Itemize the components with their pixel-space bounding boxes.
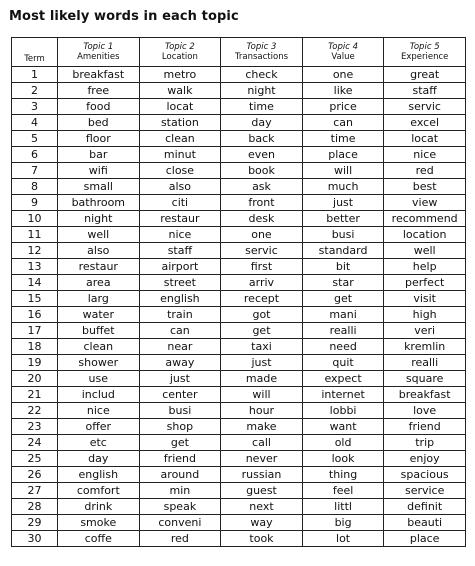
topic-1-word-cell: comfort bbox=[58, 483, 140, 499]
topic-1-word-cell: shower bbox=[58, 355, 140, 371]
term-number-cell: 6 bbox=[12, 147, 58, 163]
topic-5-word-cell: help bbox=[384, 259, 466, 275]
table-row bbox=[12, 387, 466, 403]
topic-2-word-cell: staff bbox=[139, 243, 221, 259]
term-number-cell: 23 bbox=[12, 419, 58, 435]
term-number-cell: 16 bbox=[12, 307, 58, 323]
topic-5-word-cell: locat bbox=[384, 131, 466, 147]
topic-5-word-cell: spacious bbox=[384, 467, 466, 483]
topic-3-word-cell: time bbox=[221, 99, 303, 115]
column-header-topic-4 bbox=[302, 38, 384, 67]
topic-2-word-cell: red bbox=[139, 531, 221, 547]
topic-3-word-cell: back bbox=[221, 131, 303, 147]
topic-4-word-cell: just bbox=[302, 195, 384, 211]
topic-4-word-cell: need bbox=[302, 339, 384, 355]
topic-4-word-cell: internet bbox=[302, 387, 384, 403]
topic-3-word-cell: one bbox=[221, 227, 303, 243]
term-number-cell: 25 bbox=[12, 451, 58, 467]
table-row bbox=[12, 67, 466, 83]
topic-2-word-cell: get bbox=[139, 435, 221, 451]
table-header-row bbox=[12, 38, 466, 67]
topic-1-word-cell: bar bbox=[58, 147, 140, 163]
topic-1-word-cell: coffe bbox=[58, 531, 140, 547]
column-header-topic-2 bbox=[139, 38, 221, 67]
topic-3-word-cell: got bbox=[221, 307, 303, 323]
topic-4-word-cell: look bbox=[302, 451, 384, 467]
table-body bbox=[12, 67, 466, 547]
topic-2-word-cell: busi bbox=[139, 403, 221, 419]
topic-4-word-cell: one bbox=[302, 67, 384, 83]
table-row bbox=[12, 83, 466, 99]
table-row bbox=[12, 371, 466, 387]
table-row bbox=[12, 243, 466, 259]
topic-5-word-cell: staff bbox=[384, 83, 466, 99]
topic-2-word-cell: can bbox=[139, 323, 221, 339]
topic-5-word-cell: square bbox=[384, 371, 466, 387]
topic-1-word-cell: day bbox=[58, 451, 140, 467]
topic-3-word-cell: hour bbox=[221, 403, 303, 419]
page-title: Most likely words in each topic bbox=[9, 9, 239, 24]
topic-4-word-cell: mani bbox=[302, 307, 384, 323]
topic-5-word-cell: great bbox=[384, 67, 466, 83]
table-row bbox=[12, 99, 466, 115]
table-row bbox=[12, 275, 466, 291]
topic-1-word-cell: clean bbox=[58, 339, 140, 355]
table-row bbox=[12, 259, 466, 275]
topic-3-word-cell: servic bbox=[221, 243, 303, 259]
topic-5-word-cell: red bbox=[384, 163, 466, 179]
topic-number: Topic 4 bbox=[328, 42, 359, 52]
term-number-cell: 28 bbox=[12, 499, 58, 515]
table-row bbox=[12, 147, 466, 163]
topic-3-word-cell: desk bbox=[221, 211, 303, 227]
topic-3-word-cell: night bbox=[221, 83, 303, 99]
table-row bbox=[12, 195, 466, 211]
table-row bbox=[12, 435, 466, 451]
topic-5-word-cell: realli bbox=[384, 355, 466, 371]
topic-5-word-cell: high bbox=[384, 307, 466, 323]
topic-5-word-cell: visit bbox=[384, 291, 466, 307]
term-number-cell: 2 bbox=[12, 83, 58, 99]
topic-2-word-cell: nice bbox=[139, 227, 221, 243]
topic-4-word-cell: time bbox=[302, 131, 384, 147]
table-row bbox=[12, 419, 466, 435]
topic-3-word-cell: never bbox=[221, 451, 303, 467]
topic-2-word-cell: close bbox=[139, 163, 221, 179]
topic-4-word-cell: lot bbox=[302, 531, 384, 547]
table-row bbox=[12, 323, 466, 339]
topic-2-word-cell: shop bbox=[139, 419, 221, 435]
table-row bbox=[12, 451, 466, 467]
topic-1-word-cell: night bbox=[58, 211, 140, 227]
topic-5-word-cell: service bbox=[384, 483, 466, 499]
topic-2-word-cell: citi bbox=[139, 195, 221, 211]
topic-3-word-cell: arriv bbox=[221, 275, 303, 291]
term-number-cell: 8 bbox=[12, 179, 58, 195]
topic-2-word-cell: airport bbox=[139, 259, 221, 275]
term-number-cell: 20 bbox=[12, 371, 58, 387]
topic-5-word-cell: view bbox=[384, 195, 466, 211]
topic-3-word-cell: guest bbox=[221, 483, 303, 499]
topic-4-word-cell: littl bbox=[302, 499, 384, 515]
term-number-cell: 18 bbox=[12, 339, 58, 355]
column-header-topic-3 bbox=[221, 38, 303, 67]
column-header-topic-1 bbox=[58, 38, 140, 67]
topic-4-word-cell: standard bbox=[302, 243, 384, 259]
term-number-cell: 11 bbox=[12, 227, 58, 243]
table-row bbox=[12, 131, 466, 147]
topic-1-word-cell: small bbox=[58, 179, 140, 195]
topic-5-word-cell: breakfast bbox=[384, 387, 466, 403]
topic-4-word-cell: better bbox=[302, 211, 384, 227]
topic-4-word-cell: thing bbox=[302, 467, 384, 483]
topic-1-word-cell: drink bbox=[58, 499, 140, 515]
topic-4-word-cell: bit bbox=[302, 259, 384, 275]
topic-4-word-cell: place bbox=[302, 147, 384, 163]
topic-3-word-cell: will bbox=[221, 387, 303, 403]
topic-2-word-cell: speak bbox=[139, 499, 221, 515]
topic-1-word-cell: floor bbox=[58, 131, 140, 147]
table-row bbox=[12, 115, 466, 131]
topic-name: Value bbox=[331, 52, 355, 62]
term-number-cell: 17 bbox=[12, 323, 58, 339]
topic-2-word-cell: locat bbox=[139, 99, 221, 115]
topic-3-word-cell: get bbox=[221, 323, 303, 339]
topic-3-word-cell: made bbox=[221, 371, 303, 387]
table-row bbox=[12, 355, 466, 371]
topic-4-word-cell: busi bbox=[302, 227, 384, 243]
topic-4-word-cell: can bbox=[302, 115, 384, 131]
topic-4-word-cell: will bbox=[302, 163, 384, 179]
topic-2-word-cell: restaur bbox=[139, 211, 221, 227]
topic-4-word-cell: feel bbox=[302, 483, 384, 499]
term-number-cell: 4 bbox=[12, 115, 58, 131]
topic-2-word-cell: center bbox=[139, 387, 221, 403]
topic-1-word-cell: well bbox=[58, 227, 140, 243]
term-number-cell: 15 bbox=[12, 291, 58, 307]
topic-1-word-cell: free bbox=[58, 83, 140, 99]
topic-4-word-cell: star bbox=[302, 275, 384, 291]
topic-5-word-cell: trip bbox=[384, 435, 466, 451]
topic-2-word-cell: near bbox=[139, 339, 221, 355]
topic-2-word-cell: conveni bbox=[139, 515, 221, 531]
term-number-cell: 1 bbox=[12, 67, 58, 83]
topic-1-word-cell: area bbox=[58, 275, 140, 291]
table-row bbox=[12, 163, 466, 179]
topic-number: Topic 5 bbox=[409, 42, 440, 52]
table-row bbox=[12, 339, 466, 355]
term-number-cell: 13 bbox=[12, 259, 58, 275]
topic-name: Location bbox=[161, 52, 198, 62]
topic-2-word-cell: away bbox=[139, 355, 221, 371]
term-number-cell: 12 bbox=[12, 243, 58, 259]
topic-4-word-cell: like bbox=[302, 83, 384, 99]
term-number-cell: 5 bbox=[12, 131, 58, 147]
topic-5-word-cell: servic bbox=[384, 99, 466, 115]
topic-1-word-cell: includ bbox=[58, 387, 140, 403]
topic-4-word-cell: old bbox=[302, 435, 384, 451]
topic-5-word-cell: friend bbox=[384, 419, 466, 435]
topic-2-word-cell: around bbox=[139, 467, 221, 483]
topic-5-word-cell: well bbox=[384, 243, 466, 259]
table-row bbox=[12, 467, 466, 483]
topic-2-word-cell: friend bbox=[139, 451, 221, 467]
topic-4-word-cell: big bbox=[302, 515, 384, 531]
topic-3-word-cell: call bbox=[221, 435, 303, 451]
term-number-cell: 19 bbox=[12, 355, 58, 371]
topic-2-word-cell: walk bbox=[139, 83, 221, 99]
topic-1-word-cell: buffet bbox=[58, 323, 140, 339]
topic-name: Transactions bbox=[234, 52, 289, 62]
topic-5-word-cell: veri bbox=[384, 323, 466, 339]
topic-2-word-cell: minut bbox=[139, 147, 221, 163]
topic-3-word-cell: front bbox=[221, 195, 303, 211]
table-row bbox=[12, 291, 466, 307]
table-row bbox=[12, 515, 466, 531]
term-number-cell: 7 bbox=[12, 163, 58, 179]
table-row bbox=[12, 307, 466, 323]
topic-words-table bbox=[11, 37, 466, 547]
topic-5-word-cell: best bbox=[384, 179, 466, 195]
topic-5-word-cell: definit bbox=[384, 499, 466, 515]
topic-2-word-cell: english bbox=[139, 291, 221, 307]
topic-1-word-cell: etc bbox=[58, 435, 140, 451]
topic-1-word-cell: bathroom bbox=[58, 195, 140, 211]
topic-1-word-cell: use bbox=[58, 371, 140, 387]
table-row bbox=[12, 211, 466, 227]
topic-name: Amenities bbox=[77, 52, 120, 62]
topic-1-word-cell: offer bbox=[58, 419, 140, 435]
topic-number: Topic 3 bbox=[246, 42, 277, 52]
topic-4-word-cell: quit bbox=[302, 355, 384, 371]
topic-5-word-cell: kremlin bbox=[384, 339, 466, 355]
topic-5-word-cell: nice bbox=[384, 147, 466, 163]
topic-3-word-cell: just bbox=[221, 355, 303, 371]
topic-number: Topic 1 bbox=[83, 42, 114, 52]
term-number-cell: 21 bbox=[12, 387, 58, 403]
topic-1-word-cell: water bbox=[58, 307, 140, 323]
topic-3-word-cell: first bbox=[221, 259, 303, 275]
topic-3-word-cell: even bbox=[221, 147, 303, 163]
topic-1-word-cell: bed bbox=[58, 115, 140, 131]
topic-2-word-cell: min bbox=[139, 483, 221, 499]
topic-2-word-cell: street bbox=[139, 275, 221, 291]
table-row bbox=[12, 179, 466, 195]
topic-4-word-cell: price bbox=[302, 99, 384, 115]
term-number-cell: 22 bbox=[12, 403, 58, 419]
term-number-cell: 29 bbox=[12, 515, 58, 531]
table-row bbox=[12, 531, 466, 547]
topic-5-word-cell: love bbox=[384, 403, 466, 419]
column-header-term bbox=[12, 38, 58, 67]
term-number-cell: 24 bbox=[12, 435, 58, 451]
topic-1-word-cell: english bbox=[58, 467, 140, 483]
term-header-label: Term bbox=[24, 54, 45, 64]
topic-3-word-cell: ask bbox=[221, 179, 303, 195]
column-header-topic-5 bbox=[384, 38, 466, 67]
topic-5-word-cell: recommend bbox=[384, 211, 466, 227]
topic-4-word-cell: expect bbox=[302, 371, 384, 387]
topic-1-word-cell: food bbox=[58, 99, 140, 115]
topic-1-word-cell: nice bbox=[58, 403, 140, 419]
term-number-cell: 10 bbox=[12, 211, 58, 227]
topic-3-word-cell: day bbox=[221, 115, 303, 131]
topic-2-word-cell: just bbox=[139, 371, 221, 387]
topic-4-word-cell: lobbi bbox=[302, 403, 384, 419]
topic-name: Experience bbox=[400, 52, 449, 62]
topic-5-word-cell: enjoy bbox=[384, 451, 466, 467]
topic-3-word-cell: taxi bbox=[221, 339, 303, 355]
topic-3-word-cell: next bbox=[221, 499, 303, 515]
topic-4-word-cell: want bbox=[302, 419, 384, 435]
topic-4-word-cell: realli bbox=[302, 323, 384, 339]
term-number-cell: 27 bbox=[12, 483, 58, 499]
topic-2-word-cell: station bbox=[139, 115, 221, 131]
topic-3-word-cell: russian bbox=[221, 467, 303, 483]
topic-5-word-cell: place bbox=[384, 531, 466, 547]
topic-3-word-cell: recept bbox=[221, 291, 303, 307]
term-number-cell: 9 bbox=[12, 195, 58, 211]
topic-3-word-cell: check bbox=[221, 67, 303, 83]
topic-1-word-cell: breakfast bbox=[58, 67, 140, 83]
term-number-cell: 26 bbox=[12, 467, 58, 483]
topic-5-word-cell: location bbox=[384, 227, 466, 243]
topic-2-word-cell: metro bbox=[139, 67, 221, 83]
topic-1-word-cell: wifi bbox=[58, 163, 140, 179]
topic-3-word-cell: make bbox=[221, 419, 303, 435]
topic-5-word-cell: perfect bbox=[384, 275, 466, 291]
term-number-cell: 3 bbox=[12, 99, 58, 115]
topic-3-word-cell: book bbox=[221, 163, 303, 179]
topic-1-word-cell: restaur bbox=[58, 259, 140, 275]
topic-1-word-cell: also bbox=[58, 243, 140, 259]
topic-4-word-cell: much bbox=[302, 179, 384, 195]
term-number-cell: 30 bbox=[12, 531, 58, 547]
table-row bbox=[12, 227, 466, 243]
topic-4-word-cell: get bbox=[302, 291, 384, 307]
topic-1-word-cell: smoke bbox=[58, 515, 140, 531]
topic-1-word-cell: larg bbox=[58, 291, 140, 307]
topic-3-word-cell: way bbox=[221, 515, 303, 531]
topic-2-word-cell: clean bbox=[139, 131, 221, 147]
topic-5-word-cell: beauti bbox=[384, 515, 466, 531]
table-row bbox=[12, 403, 466, 419]
topic-2-word-cell: also bbox=[139, 179, 221, 195]
topic-3-word-cell: took bbox=[221, 531, 303, 547]
table-row bbox=[12, 483, 466, 499]
table-row bbox=[12, 499, 466, 515]
topic-2-word-cell: train bbox=[139, 307, 221, 323]
topic-5-word-cell: excel bbox=[384, 115, 466, 131]
topic-number: Topic 2 bbox=[164, 42, 195, 52]
term-number-cell: 14 bbox=[12, 275, 58, 291]
